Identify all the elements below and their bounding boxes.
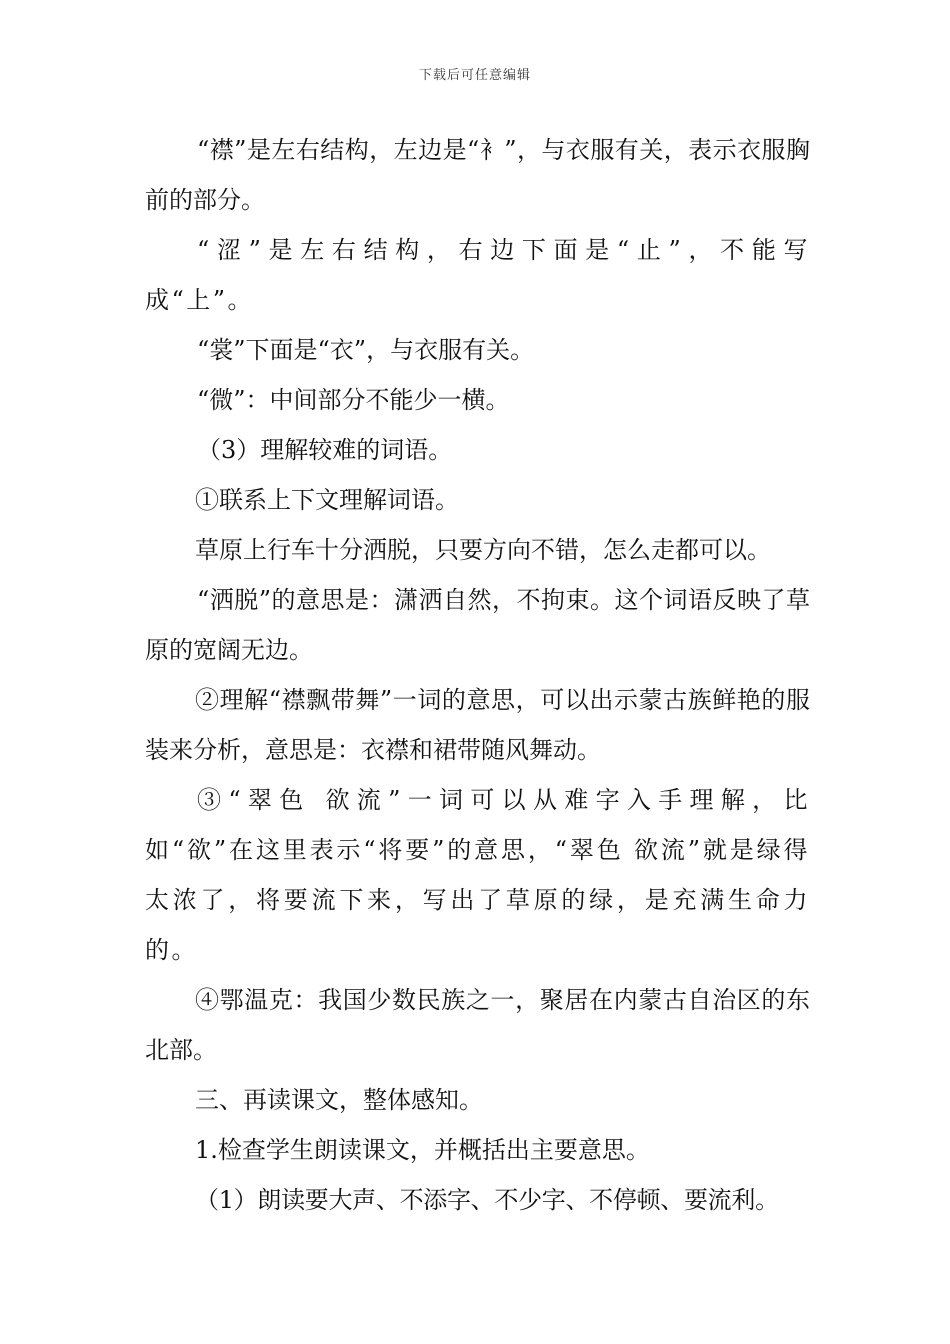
paragraph-9: ②理解“襟飘带舞”一词的意思，可以出示蒙古族鲜艳的服装来分析，意思是：衣襟和裙带随风舞动。 [145,686,810,764]
paragraph-14: （1）朗读要大声、不添字、不少字、不停顿、要流利。 [195,1186,779,1214]
document-body [145,125,810,1225]
paragraph-12: 三、再读课文，整体感知。 [195,1086,483,1114]
paragraph-6: ①联系上下文理解词语。 [195,486,459,514]
paragraph-8: “洒脱”的意思是：潇洒自然，不拘束。这个词语反映了草原的宽阔无边。 [145,586,810,664]
paragraph-7: 草原上行车十分洒脱，只要方向不错，怎么走都可以。 [195,536,771,564]
paragraph-4: “微”：中间部分不能少一横。 [197,386,510,414]
paragraph-1: “襟”是左右结构，左边是“衤”，与衣服有关，表示衣服胸前的部分。 [145,136,810,214]
paragraph-10: ③“翠色 欲流”一词可以从难字入手理解，比如“欲”在这里表示“将要”的意思，“翠色 欲流”就是绿得太浓了，将要流下来，写出了草原的绿，是充满生命力的。 [145,786,810,964]
paragraph-2: “涩”是左右结构，右边下面是“止”，不能写成“上”。 [145,236,810,314]
paragraph-13: 1.检查学生朗读课文，并概括出主要意思。 [195,1136,650,1164]
paragraph-5: （3）理解较难的词语。 [197,436,453,464]
page-header: 下载后可任意编辑 [418,68,531,83]
paragraph-3: “裳”下面是“衣”，与衣服有关。 [197,336,535,364]
paragraph-11: ④鄂温克：我国少数民族之一，聚居在内蒙古自治区的东北部。 [145,986,810,1064]
